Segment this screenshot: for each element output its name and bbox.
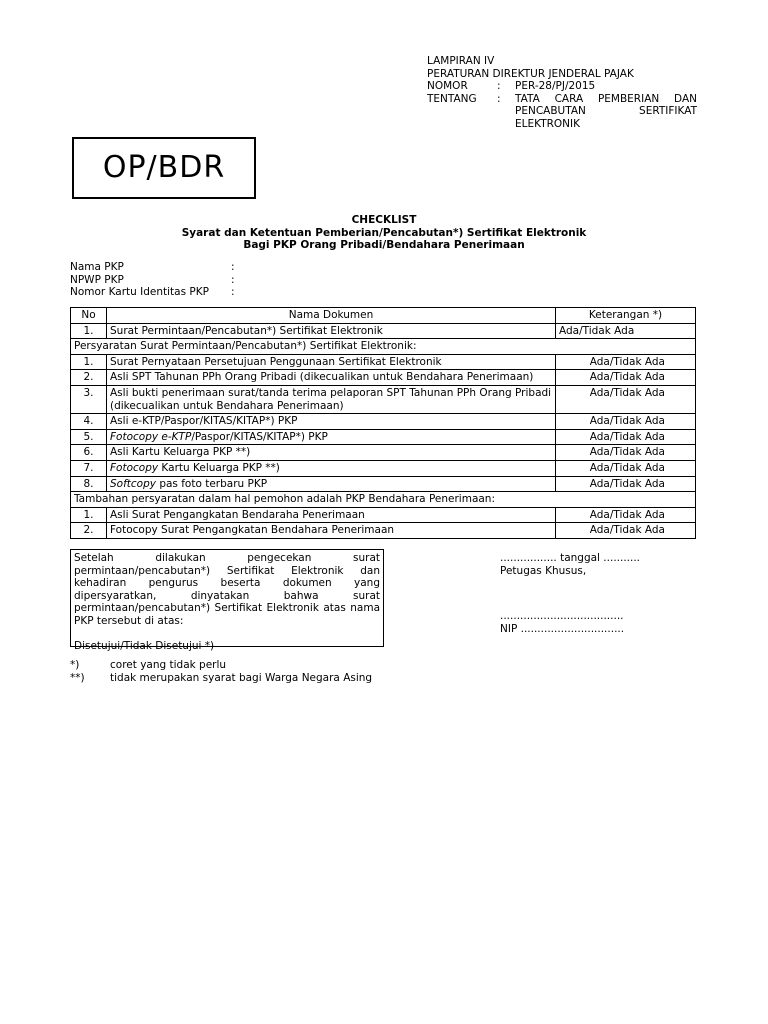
lampiran-title: LAMPIRAN IV: [427, 55, 495, 67]
tentang-row: TENTANG : TATA CARA PEMBERIAN DAN: [427, 92, 697, 105]
table-row: 2. Asli SPT Tahunan PPh Orang Pribadi (dikecualikan untuk Bendahara Penerimaan) Ada/Tidak Ada: [71, 370, 696, 386]
col-no: No: [71, 308, 107, 324]
nomor-value: PER-28/PJ/2015: [515, 80, 596, 93]
table-row: 5. Fotocopy e-KTP/Paspor/KITAS/KITAP*) PKP Ada/Tidak Ada: [71, 429, 696, 445]
table-row: 4. Asli e-KTP/Paspor/KITAS/KITAP*) PKP Ada/Tidak Ada: [71, 414, 696, 430]
table-row: 2. Fotocopy Surat Pengangkatan Bendahara Penerimaan Ada/Tidak Ada: [71, 523, 696, 539]
signature-name-line: .....................................: [500, 610, 624, 623]
form-type-badge: OP/BDR: [72, 137, 256, 199]
date-line: ................. tanggal ...........: [500, 552, 641, 564]
identity-fields: [70, 261, 235, 299]
footnote: *) coret yang tidak perlu: [70, 659, 227, 671]
nomor-row: NOMOR : PER-28/PJ/2015: [427, 80, 697, 93]
col-keterangan: Keterangan *): [556, 308, 696, 324]
table-row: 8. Softcopy pas foto terbaru PKP Ada/Tidak Ada: [71, 476, 696, 492]
table-row: 1. Surat Pernyataan Persetujuan Penggunaan Sertifikat Elektronik Ada/Tidak Ada: [71, 354, 696, 370]
table-row: 3. Asli bukti penerimaan surat/tanda terima pelaporan SPT Tahunan PPh Orang Pribadi (dikecualikan untuk Bendahara Penerimaan) Ada/Tidak Ada: [71, 385, 696, 413]
signature-block: [500, 552, 700, 635]
col-nama-dokumen: Nama Dokumen: [107, 308, 556, 324]
table-row: 1. Asli Surat Pengangkatan Bendaraha Penerimaan Ada/Tidak Ada: [71, 507, 696, 523]
officer-title: Petugas Khusus,: [500, 564, 587, 577]
verification-box: [70, 549, 384, 652]
nip-line: NIP ...............................: [500, 622, 625, 635]
verification-text: Setelah dilakukan pengecekan surat permintaan/pencabutan*) Sertifikat Elektronik dan kehadiran pengurus beserta dokumen yang dipersyaratkan, dinyatakan bahwa surat permintaan/pencabutan*) Sertifikat Elektronik atas nama PKP tersebut di atas:: [74, 552, 380, 627]
table-row: 1. Surat Permintaan/Pencabutan*) Sertifikat Elektronik Ada/Tidak Ada: [71, 323, 696, 339]
section-row: Persyaratan Surat Permintaan/Pencabutan*) Sertifikat Elektronik:: [71, 339, 696, 355]
nama-pkp-field: Nama PKP :: [70, 261, 235, 273]
footnotes: [70, 659, 372, 684]
table-row: 6. Asli Kartu Keluarga PKP **) Ada/Tidak Ada: [71, 445, 696, 461]
approval-decision: Disetujui/Tidak Disetujui *): [74, 639, 215, 652]
checklist-table: [70, 307, 696, 539]
footnote: **) tidak merupakan syarat bagi Warga Negara Asing: [70, 671, 373, 684]
table-header: [71, 308, 696, 324]
lampiran-header: LAMPIRAN IV PERATURAN DIREKTUR JENDERAL PAJAK NOMOR : PER-28/PJ/2015 TENTANG : TATA CARA PEMBERIAN DAN PENCABUTAN SERTIFIKAT ELEKTRONIK: [427, 55, 697, 130]
npwp-pkp-field: NPWP PKP :: [70, 273, 235, 286]
checklist-title: CHECKLIST Syarat dan Ketentuan Pemberian/Pencabutan*) Sertifikat Elektronik Bagi PKP Orang Pribadi/Bendahara Penerimaan: [181, 214, 587, 252]
regulation-title: PERATURAN DIREKTUR JENDERAL PAJAK: [427, 67, 634, 80]
table-row: 7. Fotocopy Kartu Keluarga PKP **) Ada/Tidak Ada: [71, 460, 696, 476]
nomor-kartu-field: Nomor Kartu Identitas PKP :: [70, 286, 235, 298]
section-row: Tambahan persyaratan dalam hal pemohon adalah PKP Bendahara Penerimaan:: [71, 492, 696, 508]
